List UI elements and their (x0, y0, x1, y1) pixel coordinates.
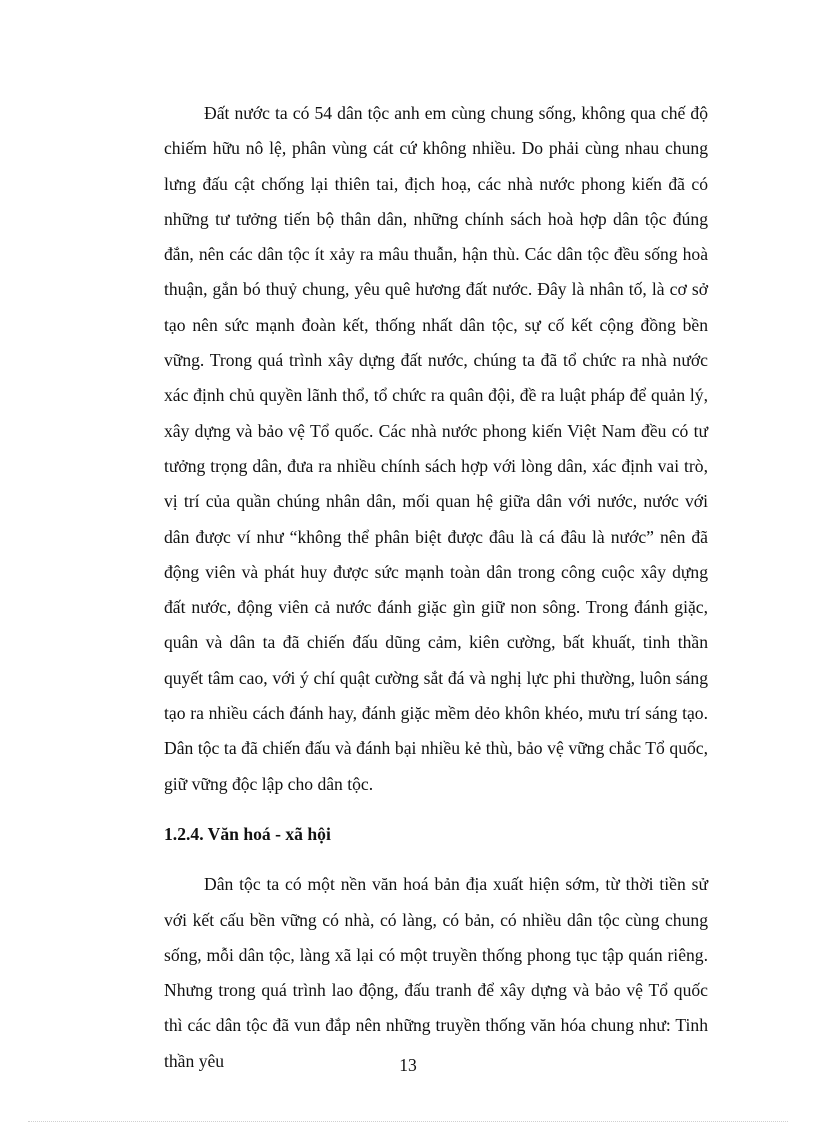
page-body (164, 96, 708, 1079)
paragraph-culture-society: Dân tộc ta có một nền văn hoá bản địa xuất hiện sớm, từ thời tiền sử với kết cấu bền vững có nhà, có làng, có bản, có nhiều dân tộc cùng chung sống, mỗi dân tộc, làng xã lại có một truyền thống phong tục tập quán riêng. Nhưng trong quá trình lao động, đấu tranh để xây dựng và bảo vệ Tổ quốc thì các dân tộc đã vun đắp nên những truyền thống văn hóa chung như: Tinh thần yêu (164, 874, 708, 1071)
page-number: 13 (399, 1055, 417, 1075)
section-heading: 1.2.4. Văn hoá - xã hội (164, 823, 331, 844)
paragraph-ethnic-unity: Đất nước ta có 54 dân tộc anh em cùng chung sống, không qua chế độ chiếm hữu nô lệ, phân vùng cát cứ không nhiều. Do phải cùng nhau chung lưng đấu cật chống lại thiên tai, địch hoạ, các nhà nước phong kiến đã có những tư tưởng tiến bộ thân dân, những chính sách hoà hợp dân tộc đúng đắn, nên các dân tộc ít xảy ra mâu thuẫn, hận thù. Các dân tộc đều sống hoà thuận, gắn bó thuỷ chung, yêu quê hương đất nước. Đây là nhân tố, là cơ sở tạo nên sức mạnh đoàn kết, thống nhất dân tộc, sự cố kết cộng đồng bền vững. Trong quá trình xây dựng đất nước, chúng ta đã tổ chức ra nhà nước xác định chủ quyền lãnh thổ, tổ chức ra quân đội, đề ra luật pháp để quản lý, xây dựng và bảo vệ Tổ quốc. Các nhà nước phong kiến Việt Nam đều có tư tưởng trọng dân, đưa ra nhiều chính sách hợp với lòng dân, xác định vai trò, vị trí của quần chúng nhân dân, mối quan hệ giữa dân với nước, nước với dân được ví như “không thể phân biệt được đâu là cá đâu là nước” nên đã động viên và phát huy được sức mạnh toàn dân trong công cuộc xây dựng đất nước, động viên cả nước đánh giặc gìn giữ non sông. Trong đánh giặc, quân và dân ta đã chiến đấu dũng cảm, kiên cường, bất khuất, tinh thần quyết tâm cao, với ý chí quật cường sắt đá và nghị lực phi thường, luôn sáng tạo ra nhiều cách đánh hay, đánh giặc mềm dẻo khôn khéo, mưu trí sáng tạo. Dân tộc ta đã chiến đấu và đánh bại nhiều kẻ thù, bảo vệ vững chắc Tổ quốc, giữ vững độc lập cho dân tộc. (164, 103, 708, 794)
page-bottom-divider (28, 1121, 788, 1122)
